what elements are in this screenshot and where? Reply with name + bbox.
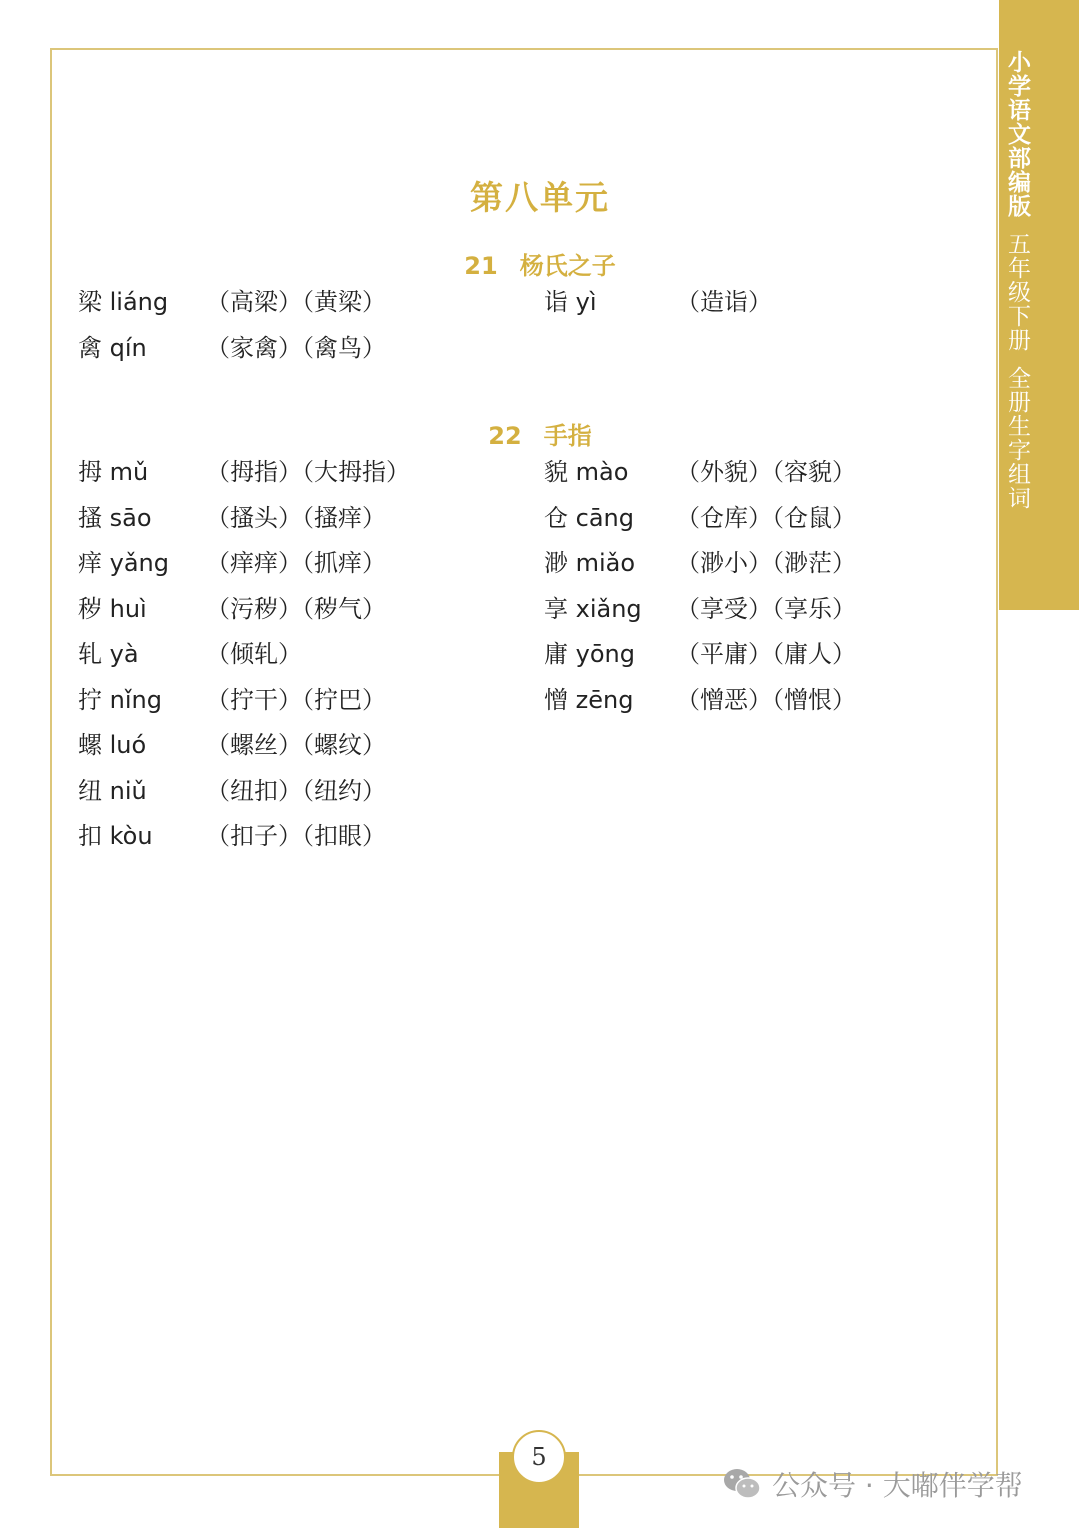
side-tab-series: 小学语文部编版 [1004, 50, 1030, 218]
character-pinyin: 禽 qín [78, 333, 147, 362]
word-groups: （家禽）（禽鸟） [206, 333, 386, 362]
lesson-title-21 [0, 246, 1080, 281]
word-groups: （搔头）（搔痒） [206, 503, 386, 532]
page-number: 5 [512, 1430, 566, 1484]
lesson-name: 杨氏之子 [519, 252, 616, 280]
character-pinyin: 貌 mào [544, 458, 629, 486]
wechat-icon [722, 1467, 762, 1501]
word-groups: （外貌）（容貌） [676, 458, 856, 486]
character-pinyin: 扣 kòu [78, 822, 153, 850]
lesson-name: 手指 [543, 422, 592, 450]
word-groups: （拇指）（大拇指） [206, 458, 410, 486]
word-groups: （高梁）（黄梁） [206, 288, 386, 316]
character-pinyin: 诣 yì [544, 288, 597, 316]
word-groups: （扣子）（扣眼） [206, 822, 386, 850]
character-pinyin: 梁 liáng [78, 288, 169, 316]
character-pinyin: 轧 yà [78, 640, 139, 668]
character-pinyin: 仓 cāng [544, 503, 634, 532]
character-pinyin: 享 xiǎng [544, 594, 642, 623]
watermark-text: 公众号 · 大嘟伴学帮 [772, 1469, 1023, 1502]
word-groups: （渺小）（渺茫） [676, 549, 856, 577]
character-pinyin: 拇 mǔ [78, 458, 149, 486]
word-groups: （污秽）（秽气） [206, 594, 386, 623]
character-pinyin: 拧 nǐng [78, 685, 162, 714]
word-groups: （螺丝）（螺纹） [206, 731, 386, 759]
word-groups: （仓库）（仓鼠） [676, 503, 856, 532]
word-groups: （享受）（享乐） [676, 594, 856, 623]
lesson-number: 22 [488, 422, 522, 450]
unit-title: 第八单元 [470, 178, 610, 217]
character-pinyin: 渺 miǎo [544, 549, 636, 577]
word-groups: （痒痒）（抓痒） [206, 549, 386, 577]
lesson-number: 21 [464, 252, 498, 280]
word-groups: （拧干）（拧巴） [206, 685, 386, 714]
character-pinyin: 螺 luó [78, 731, 147, 759]
side-tab-grade: 五年级下册 [1004, 232, 1030, 352]
word-groups: （憎恶）（憎恨） [676, 685, 856, 714]
word-groups: （造诣） [676, 288, 772, 316]
lesson-title-22 [0, 416, 1080, 451]
side-tab-subtitle: 全册生字组词 [1004, 366, 1030, 510]
word-groups: （平庸）（庸人） [676, 640, 856, 668]
word-groups: （倾轧） [206, 640, 302, 668]
word-groups: （纽扣）（纽约） [206, 776, 386, 805]
character-pinyin: 搔 sāo [78, 503, 152, 532]
character-pinyin: 秽 huì [78, 594, 147, 623]
watermark [722, 1462, 1023, 1506]
character-pinyin: 痒 yǎng [78, 549, 169, 577]
character-pinyin: 纽 niǔ [78, 776, 147, 805]
character-pinyin: 庸 yōng [544, 640, 635, 668]
character-pinyin: 憎 zēng [544, 685, 634, 714]
